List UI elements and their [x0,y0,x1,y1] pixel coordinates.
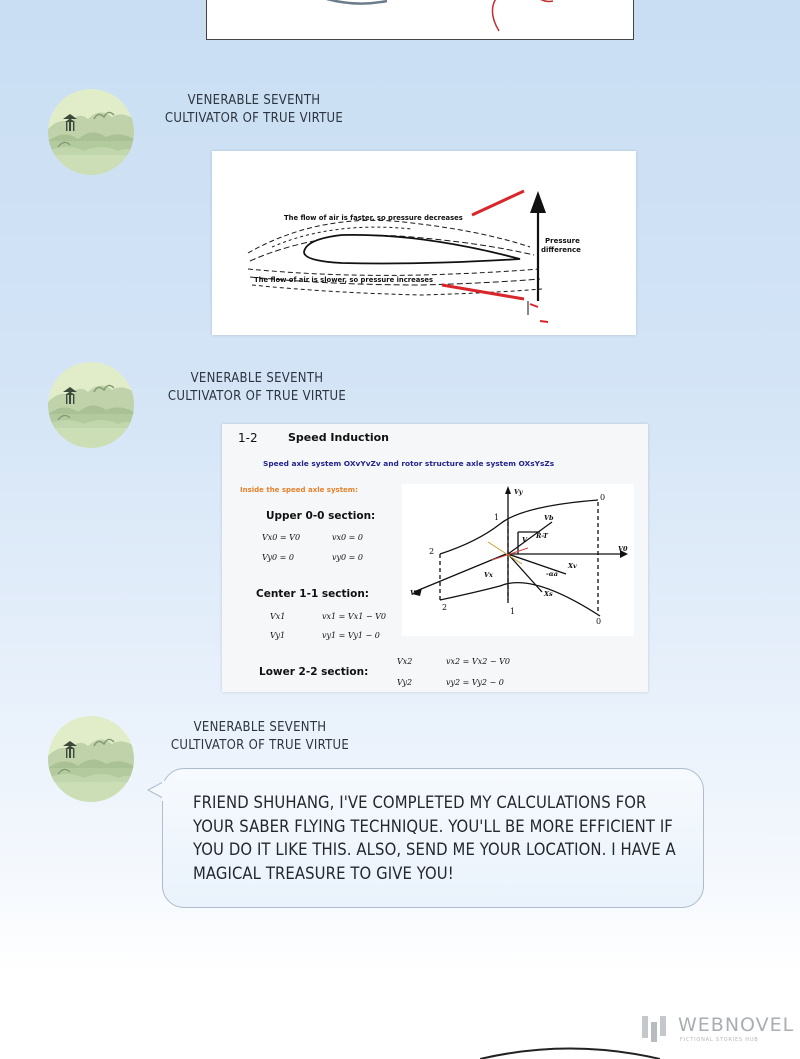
label-faster-flow: The flow of air is faster, so pressure decreases [284,214,463,222]
next-panel-arc [480,1044,660,1059]
avatar[interactable] [48,362,134,448]
lower-heading: Lower 2-2 section: [259,666,369,678]
diagram-label: 0 [596,617,602,626]
slide-subtitle: Speed axle system OXvYvZv and rotor structure axle system OXsYsZs [263,459,555,468]
diagram-label: R-T [536,532,548,540]
landscape-pagoda-icon [48,716,134,802]
label-difference: difference [541,246,581,254]
avatar[interactable] [48,89,134,175]
diagram-label: 2 [442,603,448,612]
diagram-label: 2 [429,547,435,556]
slide-title: Speed Induction [288,431,389,444]
airfoil-image[interactable] [212,151,636,335]
avatar[interactable] [48,716,134,802]
diagram-label: V [522,536,528,544]
equation: vx1 = Vx1 − V0 [322,612,386,621]
equation: Vy2 [397,678,413,687]
sender-name: VENERABLE SEVENTH CULTIVATOR OF TRUE VIRTUE [170,720,350,753]
webnovel-logo-icon [640,1012,672,1044]
landscape-pagoda-icon [48,362,134,448]
webnovel-wordmark: WEBNOVEL [678,1014,795,1036]
slide-content [222,424,648,692]
equation: Vx0 = V0 [262,533,301,542]
partial-sketch [207,0,635,41]
equation: vy0 = 0 [332,553,364,562]
message-text: FRIEND SHUHANG, I'VE COMPLETED MY CALCULATIONS FOR YOUR SABER FLYING TECHNIQUE. YOU'LL BE MORE EFFICIENT IF YOU DO IT LIKE THIS. ALSO, SEND ME YOUR LOCATION. I HAVE A MAGICAL TREASURE TO GIVE YOU! [193,793,676,883]
equation: Vy1 [270,631,286,640]
diagram-label: V0 [410,589,420,597]
diagram-label: Vx [484,571,493,579]
diagram-label: Xv [568,562,577,570]
slide-number: 1-2 [238,431,258,445]
label-slower-flow: The flow of air is slower, so pressure increases [254,276,434,284]
sender-name: VENERABLE SEVENTH CULTIVATOR OF TRUE VIRTUE [164,93,344,126]
diagram-label: 1 [510,607,516,616]
diagram-label: Vy [514,488,523,496]
center-heading: Center 1-1 section: [256,588,370,600]
webnovel-tagline: FICTIONAL STORIES HUB [680,1037,759,1043]
bubble-tail-icon [146,780,168,804]
rotor-flow-diagram [402,484,634,636]
label-pressure: Pressure [545,237,580,245]
diagram-label: -αa [546,570,558,578]
diagram-label: 0 [600,493,606,502]
diagram-label: Xs [544,590,553,598]
equation: Vx1 [270,612,286,621]
equation: Vy0 = 0 [262,553,294,562]
sender-name: VENERABLE SEVENTH CULTIVATOR OF TRUE VIRTUE [167,371,347,404]
diagram-label: Vb [544,514,554,522]
diagram-label: 1 [494,513,500,522]
airfoil-diagram [212,151,636,335]
equation: vx2 = Vx2 − V0 [446,657,510,666]
speed-induction-slide[interactable] [222,424,648,692]
equation: vy1 = Vy1 − 0 [322,631,380,640]
inside-label: Inside the speed axle system: [240,486,358,494]
upper-heading: Upper 0-0 section: [266,510,376,522]
landscape-pagoda-icon [48,89,134,175]
message-bubble[interactable] [162,768,704,908]
previous-image-panel [206,0,634,40]
equation: vy2 = Vy2 − 0 [446,678,504,687]
equation: Vx2 [397,657,413,666]
equation: vx0 = 0 [332,533,363,542]
diagram-label: V0 [618,545,628,553]
